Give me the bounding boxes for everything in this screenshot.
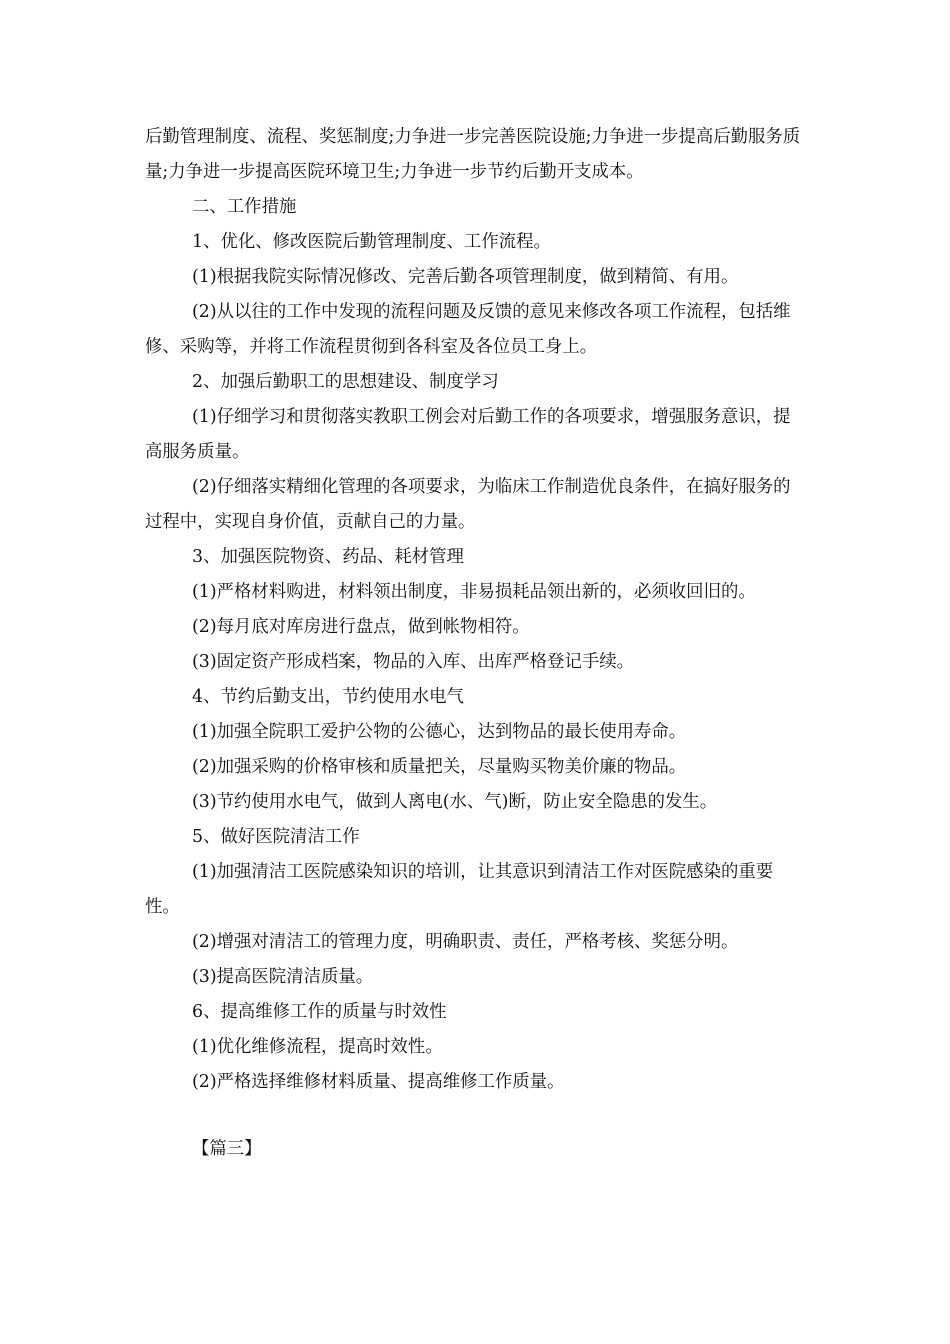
paragraph: (2)严格选择维修材料质量、提高维修工作质量。 — [192, 1072, 565, 1092]
paragraph: (2)增强对清洁工的管理力度，明确职责、责任，严格考核、奖惩分明。 — [192, 932, 739, 952]
paragraph: (1)根据我院实际情况修改、完善后勤各项管理制度，做到精简、有用。 — [192, 267, 739, 287]
paragraph: (2)每月底对库房进行盘点，做到帐物相符。 — [192, 617, 530, 637]
item-heading-5: 5、做好医院清洁工作 — [192, 827, 360, 847]
paragraph: (3)固定资产形成档案，物品的入库、出库严格登记手续。 — [192, 652, 635, 672]
section-heading-part-three: 【篇三】 — [192, 1139, 262, 1159]
item-heading-1: 1、优化、修改医院后勤管理制度、工作流程。 — [192, 232, 551, 252]
paragraph: (1)严格材料购进，材料领出制度，非易损耗品领出新的，必须收回旧的。 — [192, 582, 756, 602]
paragraph: (3)提高医院清洁质量。 — [192, 967, 374, 987]
item-heading-2: 2、加强后勤职工的思想建设、制度学习 — [192, 372, 499, 392]
paragraph: (1)仔细学习和贯彻落实教职工例会对后勤工作的各项要求，增强服务意识，提高服务质量。 — [145, 407, 791, 462]
item-heading-3: 3、加强医院物资、药品、耗材管理 — [192, 547, 464, 567]
paragraph: (1)加强清洁工医院感染知识的培训，让其意识到清洁工作对医院感染的重要性。 — [145, 862, 774, 917]
paragraph: (1)加强全院职工爱护公物的公德心，达到物品的最长使用寿命。 — [192, 722, 687, 742]
paragraph: 后勤管理制度、流程、奖惩制度;力争进一步完善医院设施;力争进一步提高后勤服务质量;力争进一步提高医院环境卫生;力争进一步节约后勤开支成本。 — [145, 127, 801, 182]
paragraph: (1)优化维修流程，提高时效性。 — [192, 1037, 443, 1057]
section-heading-measures: 二、工作措施 — [192, 197, 297, 217]
paragraph: (2)仔细落实精细化管理的各项要求，为临床工作制造优良条件，在搞好服务的过程中，实现自身价值，贡献自己的力量。 — [145, 477, 791, 532]
paragraph: (3)节约使用水电气，做到人离电(水、气)断，防止安全隐患的发生。 — [192, 792, 718, 812]
item-heading-6: 6、提高维修工作的质量与时效性 — [192, 1002, 447, 1022]
paragraph: (2)从以往的工作中发现的流程问题及反馈的意见来修改各项工作流程，包括维修、采购等，并将工作流程贯彻到各科室及各位员工身上。 — [145, 302, 791, 357]
paragraph: (2)加强采购的价格审核和质量把关，尽量购买物美价廉的物品。 — [192, 757, 687, 777]
document-body — [145, 120, 805, 1100]
item-heading-4: 4、节约后勤支出，节约使用水电气 — [192, 687, 464, 707]
